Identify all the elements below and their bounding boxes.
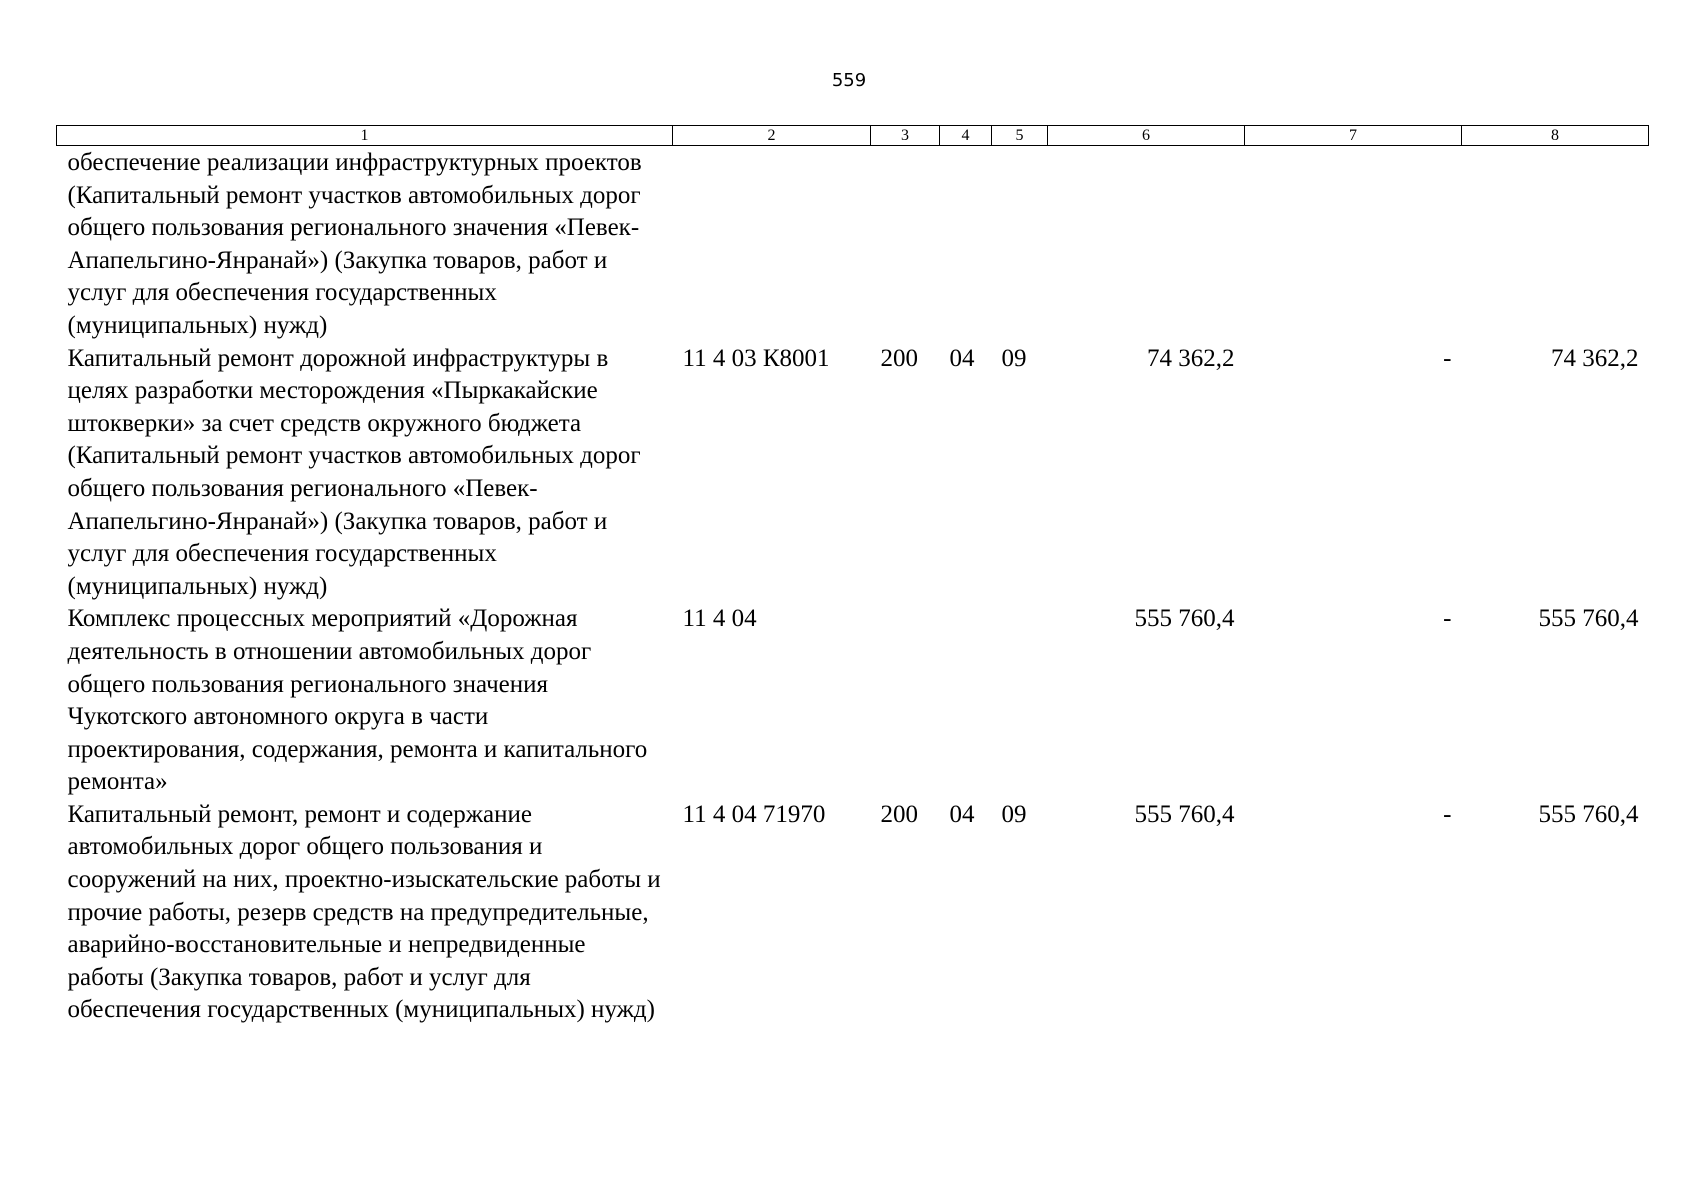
column-header-3: 3 [871, 126, 940, 146]
row-change: - [1443, 344, 1452, 372]
column-header-6: 6 [1048, 126, 1245, 146]
row-name: Капитальный ремонт, ремонт и содержание автомобильных дорог общего пользования и сооружений на них, проектно-изыскательские работы и прочие работы, резерв средств на предупредительные, аварийно-восстановительные и непредвиденные работы (Закупка товаров, работ и услуг для обеспечения государственных (муниципальных) нужд) [67, 800, 661, 1024]
row-name: Капитальный ремонт дорожной инфраструктуры в целях разработки месторождения «Пыркакайские штокверки» за счет средств окружного бюджета (Капитальный ремонт участков автомобильных дорог общего пользования регионального «Певек-Апапельгино-Янранай») (Закупка товаров, работ и услуг для обеспечения государственных (муниципальных) нужд) [67, 344, 641, 600]
row-pr: 09 [1001, 344, 1027, 372]
column-header-8: 8 [1462, 126, 1649, 146]
row-rz: 04 [949, 800, 975, 828]
header-row [57, 126, 1649, 146]
row-pr: 09 [1001, 800, 1027, 828]
row-change [1245, 146, 1462, 343]
table-row [57, 799, 1649, 1027]
row-amount: 555 760,4 [1134, 605, 1235, 633]
row-vr [871, 603, 940, 799]
column-header-5: 5 [992, 126, 1048, 146]
row-code [673, 146, 871, 343]
table-row [57, 146, 1649, 343]
row-total: 555 760,4 [1538, 800, 1639, 828]
column-header-7: 7 [1245, 126, 1462, 146]
row-amount [1048, 146, 1245, 343]
row-rz [940, 603, 992, 799]
row-total: 74 362,2 [1551, 344, 1639, 372]
row-vr: 200 [880, 344, 918, 372]
row-change: - [1443, 800, 1452, 828]
row-total: 555 760,4 [1538, 605, 1639, 633]
budget-table [56, 125, 1649, 1027]
row-pr [992, 146, 1048, 343]
row-code: 11 4 04 71970 [682, 800, 826, 828]
row-total [1462, 146, 1649, 343]
row-rz: 04 [949, 344, 975, 372]
page-number: 559 [831, 70, 867, 91]
column-header-2: 2 [673, 126, 871, 146]
row-code: 11 4 03 К8001 [682, 344, 830, 372]
row-rz [940, 146, 992, 343]
column-header-4: 4 [940, 126, 992, 146]
row-amount: 555 760,4 [1134, 800, 1235, 828]
row-code: 11 4 04 [682, 605, 757, 633]
row-name: Комплекс процессных мероприятий «Дорожная деятельность в отношении автомобильных дорог общего пользования регионального значения Чукотского автономного округа в части проектирования, содержания, ремонта и капитального ремонта» [67, 605, 648, 796]
table-body [57, 146, 1649, 1028]
table-header [57, 126, 1649, 146]
row-vr [871, 146, 940, 343]
row-name: обеспечение реализации инфраструктурных проектов (Капитальный ремонт участков автомобильных дорог общего пользования регионального значения «Певек-Апапельгино-Янранай») (Закупка товаров, работ и услуг для обеспечения государственных (муниципальных) нужд) [67, 149, 642, 339]
row-vr: 200 [880, 800, 918, 828]
table-row [57, 343, 1649, 604]
row-change: - [1443, 605, 1452, 633]
column-header-1: 1 [57, 126, 673, 146]
row-pr [992, 603, 1048, 799]
table-row [57, 603, 1649, 799]
row-amount: 74 362,2 [1147, 344, 1235, 372]
